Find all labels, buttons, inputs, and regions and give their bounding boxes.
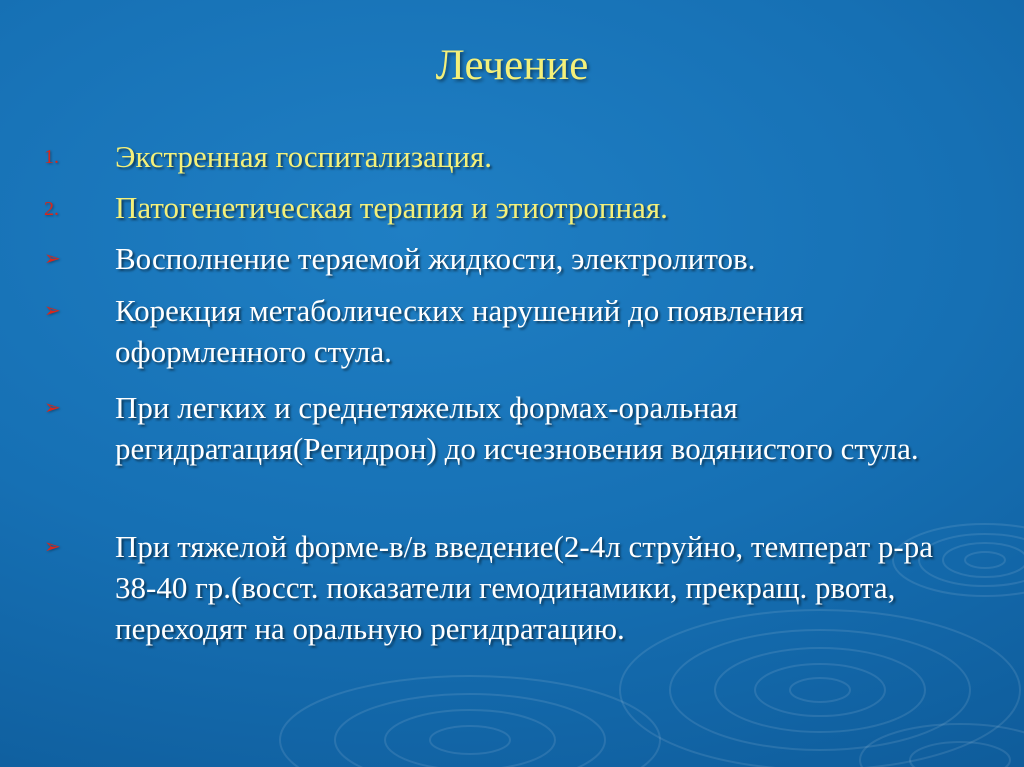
arrow-bullet-icon: ➢: [44, 536, 61, 558]
list-number: 1.: [44, 146, 59, 168]
list-item-text: При тяжелой форме-в/в введение(2-4л струйно, температ р-ра 38-40 гр.(восст. показатели гемодинамики, прекращ. рвота, переходят на оральную регидратацию.: [115, 529, 934, 646]
arrow-bullet-icon: ➢: [44, 300, 61, 322]
list-item-text: При легких и среднетяжелых формах-оральная регидратация(Регидрон) до исчезновения водянистого стула.: [115, 390, 919, 466]
list-item-text: Патогенетическая терапия и этиотропная.: [115, 190, 668, 225]
list-item-text: Восполнение теряемой жидкости, электролитов.: [115, 241, 756, 276]
list-number: 2.: [44, 198, 59, 220]
arrow-bullet-icon: ➢: [44, 397, 61, 419]
list-item-text: Корекция метаболических нарушений до появления оформленного стула.: [115, 293, 804, 369]
arrow-bullet-icon: ➢: [44, 248, 61, 270]
list-item-text: Экстренная госпитализация.: [115, 139, 493, 174]
slide-title: Лечение: [435, 42, 589, 89]
